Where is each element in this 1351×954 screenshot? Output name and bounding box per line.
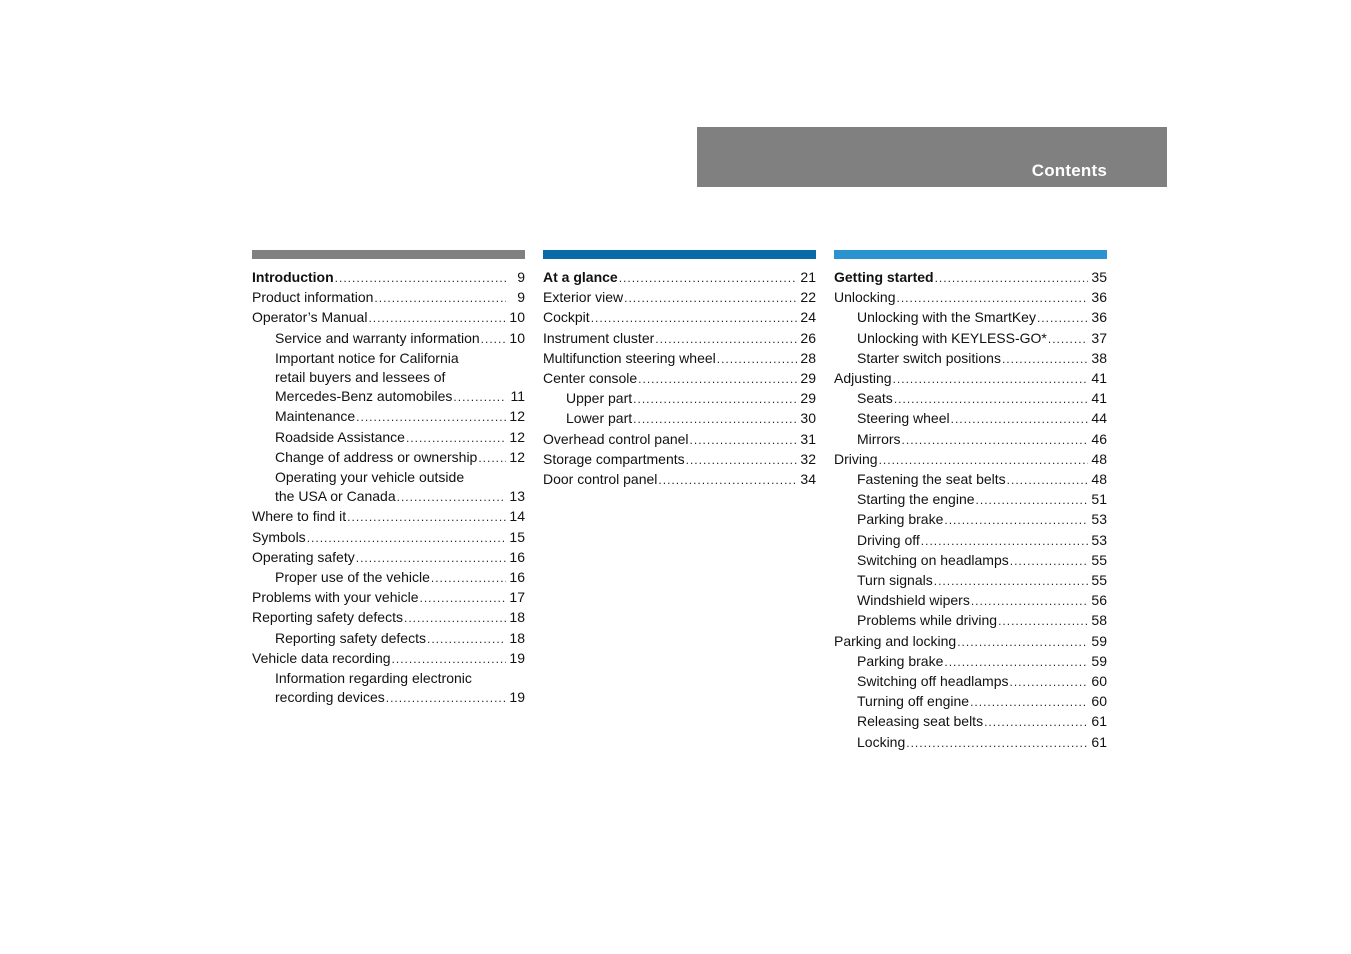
toc-entry[interactable] xyxy=(834,531,1107,551)
toc-page-number: 21 xyxy=(800,269,816,285)
dot-leader xyxy=(619,269,797,288)
dot-leader xyxy=(976,491,1088,510)
toc-entry[interactable] xyxy=(834,591,1107,611)
toc-entry[interactable] xyxy=(834,349,1107,369)
dot-leader xyxy=(896,289,1088,308)
toc-entry-label: Maintenance xyxy=(275,408,356,425)
toc-entry-label: Adjusting xyxy=(834,370,892,387)
toc-page-number: 55 xyxy=(1091,572,1107,589)
toc-entry-label: Switching off headlamps xyxy=(857,673,1009,690)
toc-entry-label: Locking xyxy=(857,733,906,750)
toc-page-number: 38 xyxy=(1091,349,1107,366)
toc-entry[interactable] xyxy=(543,268,816,288)
toc-page-number: 22 xyxy=(800,289,816,306)
toc-section-title: Getting started xyxy=(834,269,934,285)
toc-page-number: 19 xyxy=(509,649,525,666)
toc-column-getting-started xyxy=(834,250,1107,753)
toc-entry-label: the USA or Canada xyxy=(275,488,396,505)
toc-entry-label: Unlocking xyxy=(834,289,896,306)
toc-page-number: 29 xyxy=(800,390,816,407)
dot-leader xyxy=(386,689,506,708)
dot-leader xyxy=(944,511,1088,530)
dot-leader xyxy=(374,289,506,308)
dot-leader xyxy=(356,549,506,568)
dot-leader xyxy=(420,589,506,608)
column-header-bar xyxy=(543,250,816,259)
toc-page-number: 19 xyxy=(509,689,525,706)
toc-page-number: 60 xyxy=(1091,693,1107,710)
toc-entry[interactable] xyxy=(252,669,525,708)
dot-leader xyxy=(406,429,506,448)
toc-page-number: 41 xyxy=(1091,370,1107,387)
dot-leader xyxy=(347,508,506,527)
toc-entry[interactable] xyxy=(834,692,1107,712)
toc-page-number: 36 xyxy=(1091,289,1107,306)
dot-leader xyxy=(921,532,1088,551)
toc-page-number: 51 xyxy=(1091,491,1107,508)
toc-page-number: 35 xyxy=(1091,269,1107,285)
toc-page-number: 29 xyxy=(800,370,816,387)
toc-entry-label: Cockpit xyxy=(543,309,590,326)
toc-page-number: 24 xyxy=(800,309,816,326)
dot-leader xyxy=(1002,350,1088,369)
dot-leader xyxy=(902,431,1088,450)
toc-page-number: 32 xyxy=(800,450,816,467)
toc-entry-label: Starting the engine xyxy=(857,491,975,508)
toc-page-number: 34 xyxy=(800,471,816,488)
toc-entry-line: Operating your vehicle outside xyxy=(275,469,465,486)
toc-page-number: 36 xyxy=(1091,309,1107,326)
toc-page-number: 11 xyxy=(510,388,525,405)
toc-entry-label: Proper use of the vehicle xyxy=(275,569,430,586)
toc-entry[interactable] xyxy=(834,510,1107,530)
toc-entry-label: Change of address or ownership xyxy=(275,448,478,465)
toc-entry[interactable] xyxy=(834,672,1107,692)
toc-entry[interactable] xyxy=(834,470,1107,490)
dot-leader xyxy=(944,653,1088,672)
toc-entry-label: Seats xyxy=(857,390,893,407)
dot-leader xyxy=(591,309,797,328)
toc-section-title: Introduction xyxy=(252,269,334,285)
toc-entry-label: Upper part xyxy=(566,390,633,407)
toc-entry[interactable] xyxy=(834,490,1107,510)
toc-entry-label: Reporting safety defects xyxy=(252,609,403,626)
dot-leader xyxy=(970,693,1088,712)
dot-leader xyxy=(1048,330,1088,349)
toc-entry-label: Switching on headlamps xyxy=(857,551,1009,568)
dot-leader xyxy=(453,388,506,407)
toc-entry[interactable] xyxy=(543,288,816,308)
toc-column-introduction xyxy=(252,250,525,708)
toc-entry[interactable] xyxy=(834,571,1107,591)
dot-leader xyxy=(717,350,797,369)
toc-entry-label: Steering wheel xyxy=(857,410,950,427)
toc-entry[interactable] xyxy=(834,369,1107,389)
toc-entry[interactable] xyxy=(543,389,816,409)
dot-leader xyxy=(356,408,506,427)
toc-entry-label: Service and warranty information xyxy=(275,329,480,346)
toc-entry-label: Parking brake xyxy=(857,652,944,669)
toc-page-number: 12 xyxy=(509,428,525,445)
toc-page-number: 59 xyxy=(1091,632,1107,649)
dot-leader xyxy=(1037,309,1088,328)
toc-entry[interactable] xyxy=(543,450,816,470)
toc-entry-label: Product information xyxy=(252,289,374,306)
toc-entry[interactable] xyxy=(543,329,816,349)
toc-entry[interactable] xyxy=(252,349,525,408)
toc-entry[interactable] xyxy=(834,652,1107,672)
toc-section-title: At a glance xyxy=(543,269,618,285)
toc-entry[interactable] xyxy=(252,568,525,588)
toc-entry[interactable] xyxy=(834,268,1107,288)
toc-entry[interactable] xyxy=(252,507,525,527)
toc-entry[interactable] xyxy=(252,528,525,548)
toc-page-number: 30 xyxy=(800,410,816,427)
toc-entry-label: Windshield wipers xyxy=(857,592,970,609)
toc-page-number: 31 xyxy=(800,430,816,447)
toc-entry-label: Instrument cluster xyxy=(543,329,655,346)
dot-leader xyxy=(368,309,506,328)
toc-page-number: 59 xyxy=(1091,652,1107,669)
dot-leader xyxy=(690,431,797,450)
toc-entry-label: Symbols xyxy=(252,528,306,545)
toc-entry[interactable] xyxy=(834,288,1107,308)
dot-leader xyxy=(633,390,797,409)
dot-leader xyxy=(431,569,506,588)
toc-entry-label: Releasing seat belts xyxy=(857,713,984,730)
toc-entry-label: Operating safety xyxy=(252,548,355,565)
dot-leader xyxy=(893,370,1088,389)
toc-entry-label: Lower part xyxy=(566,410,633,427)
dot-leader xyxy=(633,410,797,429)
toc-entry-label: Parking brake xyxy=(857,511,944,528)
toc-page-number: 60 xyxy=(1091,673,1107,690)
toc-entry-label: Reporting safety defects xyxy=(275,629,426,646)
toc-entry-label: Operator’s Manual xyxy=(252,309,368,326)
toc-entry-label: Parking and locking xyxy=(834,632,957,649)
toc-entry-label: Where to find it xyxy=(252,508,347,525)
toc-page-number: 41 xyxy=(1091,390,1107,407)
toc-entry[interactable] xyxy=(834,430,1107,450)
toc-entry[interactable] xyxy=(252,468,525,507)
toc-page-number: 48 xyxy=(1091,450,1107,467)
toc-page-number: 10 xyxy=(509,329,525,346)
toc-entry-label: Starter switch positions xyxy=(857,349,1001,366)
toc-page-number: 37 xyxy=(1091,329,1107,346)
toc-entry[interactable] xyxy=(252,448,525,468)
dot-leader xyxy=(655,330,797,349)
dot-leader xyxy=(478,449,506,468)
toc-entry-label: Unlocking with the SmartKey xyxy=(857,309,1036,326)
column-header-bar xyxy=(834,250,1107,259)
dot-leader xyxy=(906,734,1088,753)
toc-page-number: 18 xyxy=(509,609,525,626)
dot-leader xyxy=(984,713,1088,732)
toc-entry[interactable] xyxy=(834,308,1107,328)
toc-entry-label: Turning off engine xyxy=(857,693,970,710)
toc-entry[interactable] xyxy=(543,430,816,450)
toc-page-number: 18 xyxy=(509,629,525,646)
toc-entry[interactable] xyxy=(834,611,1107,631)
toc-entry[interactable] xyxy=(834,329,1107,349)
toc-page-number: 12 xyxy=(509,448,525,465)
toc-page-number: 55 xyxy=(1091,551,1107,568)
toc-entry-label: Storage compartments xyxy=(543,450,685,467)
toc-page-number: 53 xyxy=(1091,531,1107,548)
toc-entry-label: Fastening the seat belts xyxy=(857,471,1006,488)
toc-entry[interactable] xyxy=(834,733,1107,753)
toc-entry[interactable] xyxy=(834,712,1107,732)
toc-page-number: 17 xyxy=(509,589,525,606)
toc-page-number: 12 xyxy=(509,408,525,425)
toc-page-number: 53 xyxy=(1091,511,1107,528)
toc-entry-line: Important notice for California xyxy=(275,349,459,366)
toc-entry-label: Roadside Assistance xyxy=(275,428,405,445)
toc-entry-label: Problems while driving xyxy=(857,612,998,629)
toc-entry[interactable] xyxy=(834,450,1107,470)
toc-entry-label: Driving off xyxy=(857,531,920,548)
toc-entry[interactable] xyxy=(543,308,816,328)
dot-leader xyxy=(307,529,506,548)
toc-page-number: 10 xyxy=(509,309,525,326)
toc-entry-line: Information regarding electronic xyxy=(275,670,472,687)
toc-entry[interactable] xyxy=(252,288,525,308)
toc-entry-label: Center console xyxy=(543,370,638,387)
dot-leader xyxy=(957,633,1088,652)
toc-page-number: 16 xyxy=(509,548,525,565)
dot-leader xyxy=(894,390,1088,409)
toc-entry[interactable] xyxy=(252,428,525,448)
toc-page-number: 28 xyxy=(800,349,816,366)
toc-entry[interactable] xyxy=(543,349,816,369)
dot-leader xyxy=(951,410,1088,429)
toc-entry-label: Unlocking with KEYLESS-GO* xyxy=(857,329,1047,346)
toc-page-number: 61 xyxy=(1091,713,1107,730)
column-header-bar xyxy=(252,250,525,259)
toc-page-number: 9 xyxy=(517,269,525,285)
toc-page-number: 58 xyxy=(1091,612,1107,629)
toc-page-number: 46 xyxy=(1091,430,1107,447)
toc-column-at-a-glance xyxy=(543,250,816,490)
toc-page-number: 13 xyxy=(509,488,525,505)
dot-leader xyxy=(934,572,1088,591)
toc-page-number: 44 xyxy=(1091,410,1107,427)
toc-entry-label: Mirrors xyxy=(857,430,901,447)
toc-entry[interactable] xyxy=(834,389,1107,409)
toc-entry[interactable] xyxy=(834,409,1107,429)
dot-leader xyxy=(392,650,506,669)
dot-leader xyxy=(686,451,797,470)
toc-entry[interactable] xyxy=(543,470,816,490)
toc-entry-label: Exterior view xyxy=(543,289,624,306)
dot-leader xyxy=(998,612,1088,631)
toc-entry[interactable] xyxy=(252,629,525,649)
page-title: Contents xyxy=(1031,161,1107,180)
dot-leader xyxy=(481,330,506,349)
dot-leader xyxy=(1010,552,1088,571)
toc-entry[interactable] xyxy=(252,329,525,349)
toc-entry-label: Turn signals xyxy=(857,572,933,589)
toc-entry-label: Multifunction steering wheel xyxy=(543,349,716,366)
toc-entry[interactable] xyxy=(543,369,816,389)
toc-page-number: 56 xyxy=(1091,592,1107,609)
header-band xyxy=(697,127,1167,187)
toc-entry-label: Driving xyxy=(834,450,878,467)
dot-leader xyxy=(658,471,797,490)
toc-entry-label: Door control panel xyxy=(543,471,658,488)
toc-entry[interactable] xyxy=(252,588,525,608)
dot-leader xyxy=(624,289,797,308)
toc-page-number: 15 xyxy=(509,528,525,545)
dot-leader xyxy=(397,488,506,507)
toc-entry-label: Vehicle data recording xyxy=(252,649,391,666)
toc-entry[interactable] xyxy=(252,548,525,568)
dot-leader xyxy=(1010,673,1089,692)
toc-entry[interactable] xyxy=(252,608,525,628)
toc-entry-line: retail buyers and lessees of xyxy=(275,369,446,386)
toc-entry[interactable] xyxy=(834,632,1107,652)
dot-leader xyxy=(971,592,1088,611)
toc-page-number: 48 xyxy=(1091,471,1107,488)
dot-leader xyxy=(335,269,506,288)
toc-page-number: 61 xyxy=(1091,733,1107,750)
dot-leader xyxy=(427,630,506,649)
toc-page-number: 26 xyxy=(800,329,816,346)
toc-entry[interactable] xyxy=(252,407,525,427)
toc-entry[interactable] xyxy=(252,649,525,669)
toc-entry-label: Problems with your vehicle xyxy=(252,589,419,606)
dot-leader xyxy=(638,370,797,389)
dot-leader xyxy=(879,451,1088,470)
toc-entry[interactable] xyxy=(252,268,525,288)
toc-entry-label: Overhead control panel xyxy=(543,430,689,447)
dot-leader xyxy=(404,609,506,628)
toc-page-number: 16 xyxy=(509,569,525,586)
toc-page-number: 14 xyxy=(509,508,525,525)
toc-page-number: 9 xyxy=(517,289,525,306)
toc-entry-label: Mercedes-Benz automobiles xyxy=(275,388,453,405)
dot-leader xyxy=(1007,471,1088,490)
toc-entry-label: recording devices xyxy=(275,689,385,706)
toc-entry[interactable] xyxy=(543,409,816,429)
dot-leader xyxy=(935,269,1088,288)
toc-entry[interactable] xyxy=(834,551,1107,571)
toc-entry[interactable] xyxy=(252,308,525,328)
